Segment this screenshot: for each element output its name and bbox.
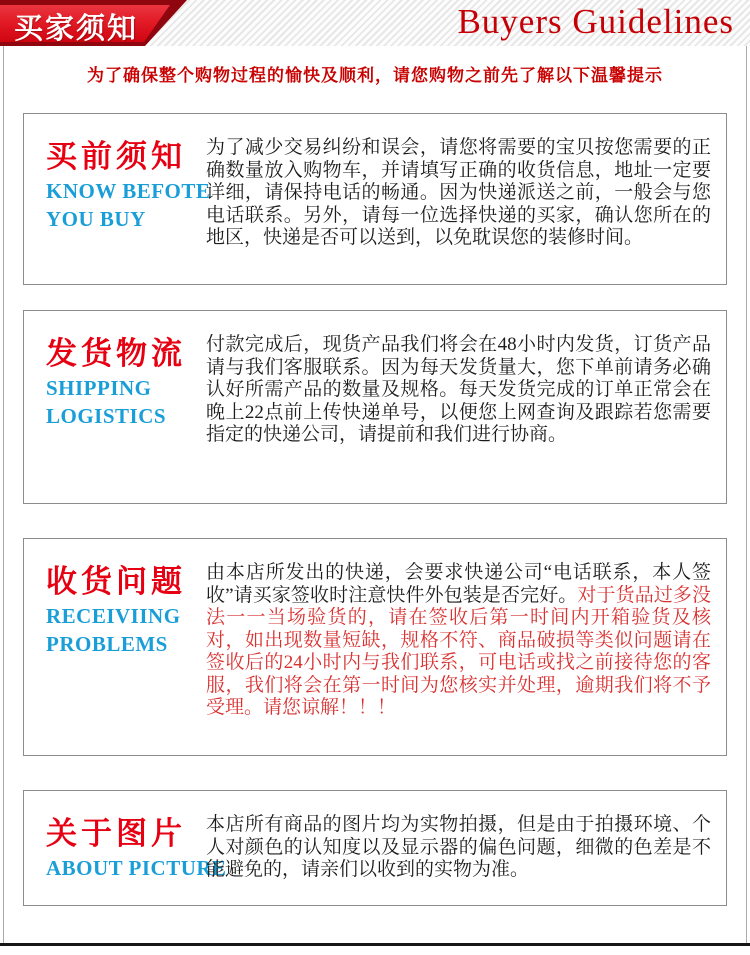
section-title-en-line1: ABOUT PICTURE <box>46 856 227 880</box>
section-title-en-line1: SHIPPING <box>46 376 152 400</box>
section-title-block <box>46 137 211 284</box>
body-text-red: 对于货品过多没法一一当场验货的，请在签收后第一时间内开箱验货及核对，如出现数量短缺，规格不符、商品破损等类似问题请在签收后的24小时内与我们联系，可电话或找之前接待您的客服，我们将会在第一时间为您核实并处理，逾期我们将不予受理。请您谅解！！！ <box>206 584 711 718</box>
section-title-cn: 关于图片 <box>46 816 186 851</box>
section-card-receiving-problems <box>23 538 727 756</box>
section-title-block <box>46 814 227 905</box>
section-body <box>206 137 711 284</box>
section-card-know-before-you-buy <box>23 113 727 285</box>
section-title-en-line2: PROBLEMS <box>46 632 168 656</box>
header-title-en: Buyers Guidelines <box>457 2 734 41</box>
body-text-black: 本店所有商品的图片均为实物拍摄，但是由于拍摄环境、个人对颜色的认知度以及显示器的偏色问题，细微的色差是不能避免的，请亲们以收到的实物为准。 <box>206 814 711 880</box>
section-title-en-line2: LOGISTICS <box>46 404 167 428</box>
section-title-cn: 发货物流 <box>46 336 186 371</box>
bottom-divider-bar <box>0 943 750 946</box>
body-text-black: 由本店所发出的快递，会要求快递公司“电话联系，本人签收”请买家签收时注意快件外包装是否完好。 <box>206 562 711 606</box>
section-body <box>206 814 711 905</box>
content-container <box>3 46 747 943</box>
section-body <box>206 562 711 755</box>
section-title-block <box>46 334 206 503</box>
intro-text: 为了确保整个购物过程的愉快及顺利，请您购物之前先了解以下温馨提示 <box>87 66 663 85</box>
section-title-en-line1: RECEIVIING <box>46 604 181 628</box>
section-title-en-line2: YOU BUY <box>46 207 146 231</box>
body-text-black: 付款完成后，现货产品我们将会在48小时内发货，订货产品请与我们客服联系。因为每天发货量大，您下单前请务必确认好所需产品的数量及规格。每天发货完成的订单正常会在晚上22点前上传快递单号，以便您上网查询及跟踪若您需要指定的快递公司，请提前和我们进行协商。 <box>206 334 711 445</box>
section-title-en-line1: KNOW BEFOTE <box>46 179 211 203</box>
section-title-cn: 收货问题 <box>46 564 186 599</box>
section-card-shipping-logistics <box>23 310 727 504</box>
section-card-about-picture <box>23 790 727 906</box>
ribbon-title: 买家须知 <box>14 13 139 45</box>
section-body <box>206 334 711 503</box>
header <box>0 0 750 46</box>
section-title-cn: 买前须知 <box>46 139 186 174</box>
body-text-black: 为了减少交易纠纷和误会，请您将需要的宝贝按您需要的正确数量放入购物车，并请填写正确的收货信息，地址一定要详细，请保持电话的畅通。因为快递派送之前，一般会与您电话联系。另外，请每一位选择快递的买家，确认您所在的地区，快递是否可以送到，以免耽误您的装修时间。 <box>206 137 711 248</box>
section-title-block <box>46 562 206 755</box>
